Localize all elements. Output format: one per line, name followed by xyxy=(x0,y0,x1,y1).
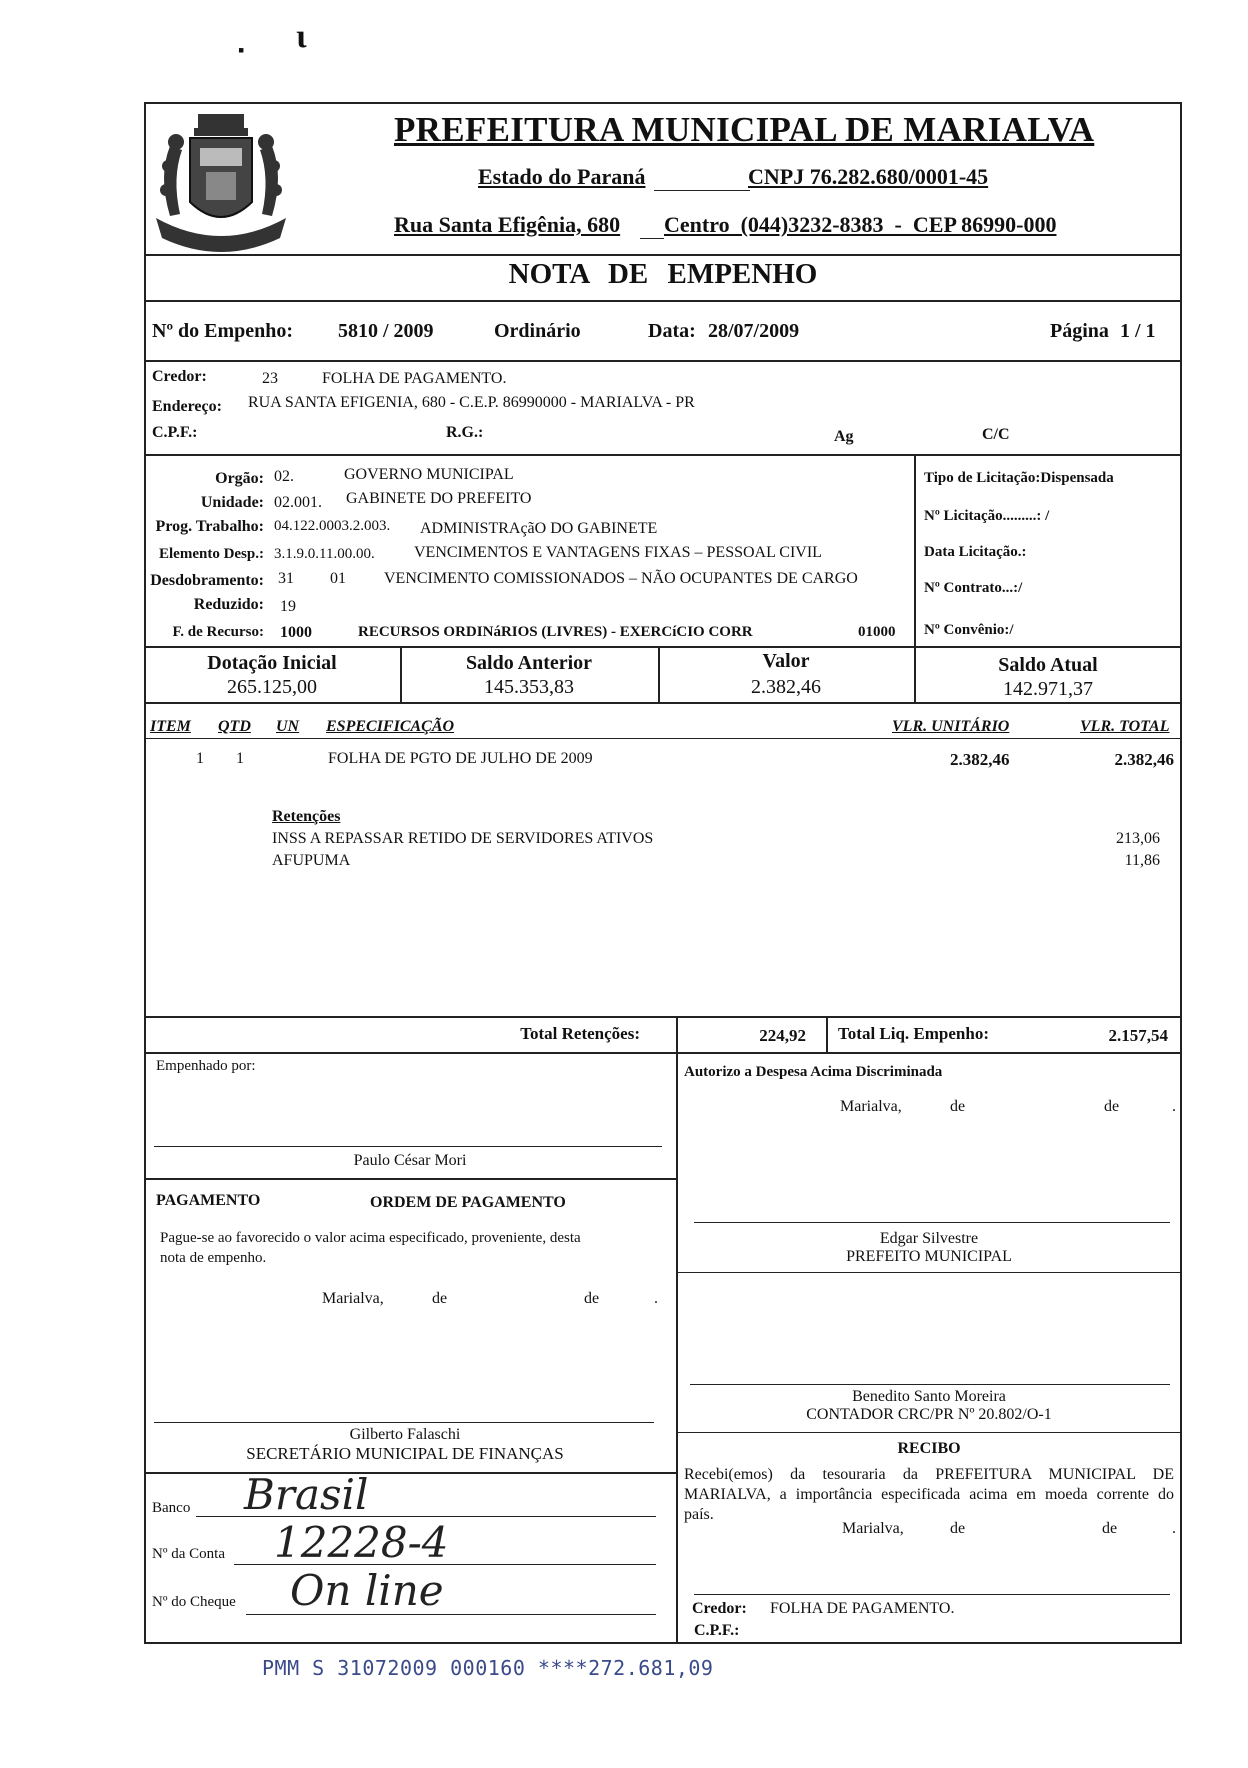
orgao-label: Orgão: xyxy=(215,470,264,487)
date-label: Data: xyxy=(648,320,696,342)
autorizo-de2: de xyxy=(1104,1098,1120,1115)
prefeito-role: PREFEITO MUNICIPAL xyxy=(846,1248,1012,1265)
cheque-label: Nº do Cheque xyxy=(152,1594,236,1610)
elemento-label: Elemento Desp.: xyxy=(159,546,264,562)
contador-role: CONTADOR CRC/PR Nº 20.802/O-1 xyxy=(806,1406,1052,1423)
pagamento-text-1: Pague-se ao favorecido o valor acima especificado, proveniente, desta xyxy=(160,1230,581,1246)
dotacao-label: Dotação Inicial xyxy=(207,652,337,674)
contador-name: Benedito Santo Moreira xyxy=(852,1388,1006,1405)
recurso-label: F. de Recurso: xyxy=(172,624,264,640)
divider xyxy=(144,702,1182,704)
divider xyxy=(144,1178,676,1180)
cnpj: CNPJ 76.282.680/0001-45 xyxy=(748,164,989,189)
recibo-line-1: Recebi(emos) da tesouraria da PREFEITURA MUNICIPAL DE xyxy=(684,1466,1174,1483)
autorizo-label: Autorizo a Despesa Acima Discriminada xyxy=(684,1064,943,1080)
total-retencoes-value: 224,92 xyxy=(759,1026,806,1045)
pagamento-text-2: nota de empenho. xyxy=(160,1250,267,1266)
recurso-code2: 01000 xyxy=(858,624,896,640)
retencoes-title: Retenções xyxy=(272,808,341,825)
empenho-label: Nº do Empenho: xyxy=(152,320,294,342)
desdobramento: VENCIMENTO COMISSIONADOS – NÃO OCUPANTES DE CARGO xyxy=(384,570,858,587)
banco-handwritten: Brasil xyxy=(244,1470,369,1519)
contrato: Nº Contrato...:/ xyxy=(924,580,1023,596)
retencao-desc-1: INSS A REPASSAR RETIDO DE SERVIDORES ATIVOS xyxy=(272,830,654,847)
pagamento-de2: de xyxy=(584,1290,600,1307)
numero-licitacao: Nº Licitação.........: / xyxy=(924,508,1050,524)
divider xyxy=(144,360,1182,362)
recibo-de1: de xyxy=(950,1520,966,1537)
item-number: 1 xyxy=(196,750,204,767)
autorizo-de1: de xyxy=(950,1098,966,1115)
divider xyxy=(676,1432,1182,1433)
autorizo-city: Marialva, xyxy=(840,1098,902,1115)
valor-value: 2.382,46 xyxy=(751,676,821,698)
unidade-code: 02.001. xyxy=(274,494,322,511)
signature-line xyxy=(154,1146,662,1147)
unidade-label: Unidade: xyxy=(200,494,264,511)
item-spec: FOLHA DE PGTO DE JULHO DE 2009 xyxy=(328,750,593,767)
cheque-handwritten: On line xyxy=(290,1566,444,1615)
coat-of-arms-logo xyxy=(150,106,292,256)
divider xyxy=(676,1016,678,1052)
signature-line xyxy=(694,1594,1170,1595)
tipo-licitacao: Tipo de Licitação:Dispensada xyxy=(924,470,1114,486)
recibo-cpf-label: C.P.F.: xyxy=(694,1622,740,1639)
col-qtd: QTD xyxy=(218,718,251,735)
total-liquido-value: 2.157,54 xyxy=(1108,1026,1168,1045)
elemento: VENCIMENTOS E VANTAGENS FIXAS – PESSOAL CIVIL xyxy=(414,544,822,561)
recurso: RECURSOS ORDINáRIOS (LIVRES) - EXERCíCIO CORR xyxy=(358,624,753,640)
rg-label: R.G.: xyxy=(446,424,484,441)
secretario-role: SECRETÁRIO MUNICIPAL DE FINANÇAS xyxy=(246,1444,564,1463)
empenho-type: Ordinário xyxy=(494,320,581,342)
elemento-code: 3.1.9.0.11.00.00. xyxy=(274,546,375,562)
item-total: 2.382,46 xyxy=(1114,750,1174,769)
total-liquido-label: Total Liq. Empenho: xyxy=(838,1024,989,1043)
retencao-value-1: 213,06 xyxy=(1116,830,1160,847)
cpf-label: C.P.F.: xyxy=(152,424,198,441)
saldo-anterior-value: 145.353,83 xyxy=(484,676,574,698)
empenhado-name: Paulo César Mori xyxy=(353,1152,467,1169)
recibo-credor: FOLHA DE PAGAMENTO. xyxy=(770,1600,955,1617)
saldo-anterior-label: Saldo Anterior xyxy=(465,652,593,674)
prog-label: Prog. Trabalho: xyxy=(155,518,264,535)
retencao-value-2: 11,86 xyxy=(1124,852,1160,869)
pagamento-title: PAGAMENTO xyxy=(156,1192,261,1209)
recibo-credor-label: Credor: xyxy=(692,1600,747,1617)
recibo-title: RECIBO xyxy=(897,1440,961,1457)
reduzido-label: Reduzido: xyxy=(193,596,264,613)
divider xyxy=(826,1016,828,1052)
unidade: GABINETE DO PREFEITO xyxy=(346,490,532,507)
page-title: PREFEITURA MUNICIPAL DE MARIALVA xyxy=(394,110,1095,149)
header-underline-2 xyxy=(640,238,664,239)
divider xyxy=(144,646,1182,648)
banco-label: Banco xyxy=(152,1500,191,1516)
pagamento-de1: de xyxy=(432,1290,448,1307)
divider xyxy=(144,1052,1182,1054)
col-item: ITEM xyxy=(150,718,191,735)
desdobramento-code2: 01 xyxy=(330,570,346,587)
credor-code: 23 xyxy=(262,370,278,387)
secretario-name: Gilberto Falaschi xyxy=(349,1426,461,1443)
col-valor-unitario: VLR. UNITÁRIO xyxy=(892,718,1010,735)
credor-name: FOLHA DE PAGAMENTO. xyxy=(322,370,507,387)
credor-label: Credor: xyxy=(152,368,207,385)
divider xyxy=(144,738,1182,739)
logo-banner-text: MARIALVA xyxy=(186,222,243,233)
reduzido: 19 xyxy=(280,598,296,615)
saldo-atual-value: 142.971,37 xyxy=(1003,678,1093,700)
divider xyxy=(144,1016,1182,1018)
endereco: RUA SANTA EFIGENIA, 680 - C.E.P. 86990000 - MARIALVA - PR xyxy=(248,394,695,411)
saldo-atual-label: Saldo Atual xyxy=(998,654,1098,676)
divider xyxy=(676,1272,1182,1273)
divider xyxy=(144,454,1182,456)
address: Rua Santa Efigênia, 680 xyxy=(394,212,621,237)
desdobramento-code1: 31 xyxy=(278,570,294,587)
signature-line xyxy=(154,1422,654,1423)
document-title: NOTA DE EMPENHO xyxy=(508,258,818,290)
valor-label: Valor xyxy=(762,650,810,672)
scan-tick: ι xyxy=(296,18,307,55)
retencao-desc-2: AFUPUMA xyxy=(272,852,351,869)
recibo-de2: de xyxy=(1102,1520,1118,1537)
district-phone: Centro (044)3232-8383 - CEP 86990-000 xyxy=(664,212,1057,237)
item-qtd: 1 xyxy=(236,750,244,767)
pagamento-dot: . xyxy=(654,1290,658,1307)
empenho-date: 28/07/2009 xyxy=(708,320,800,342)
divider xyxy=(144,254,1182,256)
state-name: Estado do Paraná xyxy=(478,164,646,189)
empenho-number: 5810 / 2009 xyxy=(338,320,434,342)
dotacao-value: 265.125,00 xyxy=(227,676,317,698)
divider xyxy=(144,1472,676,1474)
desdobramento-label: Desdobramento: xyxy=(150,572,264,589)
scan-dot: ▪ xyxy=(238,40,245,60)
ag-label: Ag xyxy=(834,428,854,445)
col-un: UN xyxy=(276,718,300,735)
header-underline xyxy=(654,190,750,191)
item-unit: 2.382,46 xyxy=(950,750,1010,769)
pagamento-city: Marialva, xyxy=(322,1290,384,1307)
divider xyxy=(144,300,1182,302)
orgao: GOVERNO MUNICIPAL xyxy=(344,466,514,483)
recibo-line-2: MARIALVA, a importância especificada acima em moeda corrente do xyxy=(684,1486,1174,1503)
cc-label: C/C xyxy=(982,426,1010,443)
autorizo-dot: . xyxy=(1172,1098,1176,1115)
convenio: Nº Convênio:/ xyxy=(924,622,1014,638)
total-retencoes-label: Total Retenções: xyxy=(520,1024,640,1043)
prefeito-name: Edgar Silvestre xyxy=(879,1230,979,1247)
col-especificacao: ESPECIFICAÇÃO xyxy=(326,718,455,735)
recibo-city: Marialva, xyxy=(842,1520,904,1537)
conta-handwritten: 12228-4 xyxy=(274,1518,449,1567)
orgao-code: 02. xyxy=(274,468,294,485)
data-licitacao: Data Licitação.: xyxy=(924,544,1027,560)
payment-stamp: PMM S 31072009 000160 ****272.681,09 xyxy=(262,1656,714,1680)
page-number: 1 / 1 xyxy=(1120,320,1156,342)
conta-label: Nº da Conta xyxy=(152,1546,225,1562)
recibo-line-3: país. xyxy=(684,1506,714,1523)
signature-line xyxy=(690,1384,1170,1385)
empenhado-label: Empenhado por: xyxy=(156,1058,256,1074)
divider xyxy=(914,454,916,646)
ordem-pagamento-title: ORDEM DE PAGAMENTO xyxy=(370,1194,566,1211)
prog-code: 04.122.0003.2.003. xyxy=(274,518,391,534)
recibo-dot: . xyxy=(1172,1520,1176,1537)
page-label: Página xyxy=(1050,320,1109,342)
endereco-label: Endereço: xyxy=(152,398,222,415)
col-valor-total: VLR. TOTAL xyxy=(1080,718,1170,735)
signature-line xyxy=(694,1222,1170,1223)
recurso-code: 1000 xyxy=(280,624,312,641)
divider xyxy=(676,1052,678,1644)
prog: ADMINISTRAçãO DO GABINETE xyxy=(420,520,658,537)
